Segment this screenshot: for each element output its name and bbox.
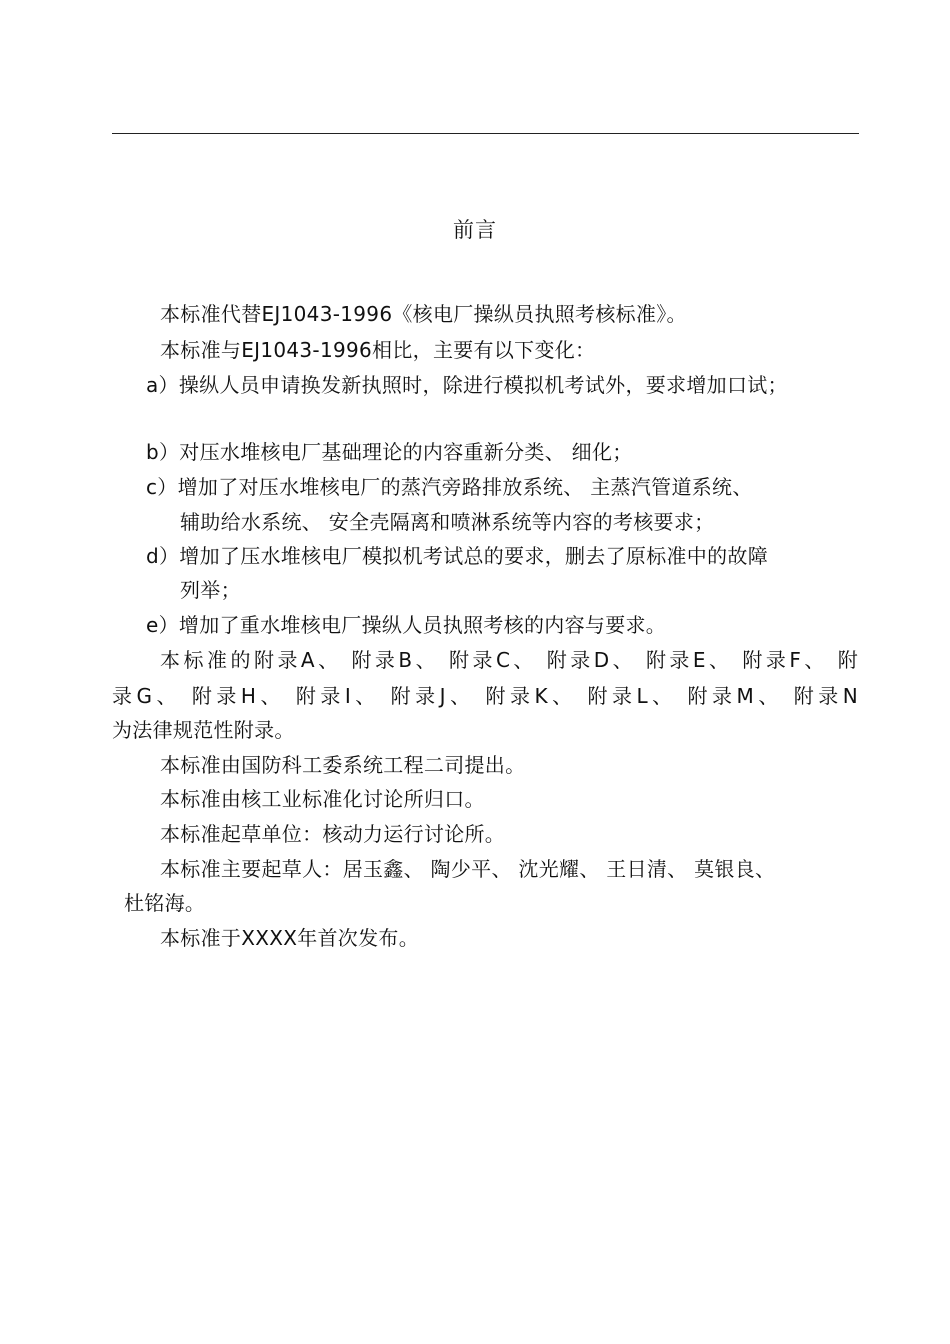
paragraph-line: 本标准由国防科工委系统工程二司提出。 xyxy=(160,753,526,777)
paragraph-line: 本标准起草单位：核动力运行讨论所。 xyxy=(160,822,506,846)
appendix-paragraph-line: 录G、 附录H、 附录I、 附录J、 附录K、 附录L、 附录M、 附录N xyxy=(112,684,858,708)
list-item-e: e）增加了重水堆核电厂操纵人员执照考核的内容与要求。 xyxy=(146,613,667,637)
appendix-paragraph-line: 本标准的附录A、 附录B、 附录C、 附录D、 附录E、 附录F、 附 xyxy=(160,648,858,672)
drafters-paragraph-line: 杜铭海。 xyxy=(124,891,206,915)
list-item-c: c）增加了对压水堆核电厂的蒸汽旁路排放系统、 主蒸汽管道系统、 xyxy=(146,475,753,499)
drafters-paragraph-line: 本标准主要起草人：居玉鑫、 陶少平、 沈光耀、 王日清、 莫银良、 xyxy=(160,857,776,881)
list-item-d: d）增加了压水堆核电厂模拟机考试总的要求，删去了原标准中的故障 xyxy=(146,544,768,568)
page-title: 前言 xyxy=(453,218,497,242)
appendix-paragraph-line: 为法律规范性附录。 xyxy=(112,718,295,742)
paragraph-line: 本标准与EJ1043-1996相比，主要有以下变化： xyxy=(160,338,596,362)
header-rule xyxy=(112,133,859,134)
list-item-a: a）操纵人员申请换发新执照时，除进行模拟机考试外，要求增加口试； xyxy=(146,373,788,397)
paragraph-line: 本标准代替EJ1043-1996《核电厂操纵员执照考核标准》。 xyxy=(160,302,687,326)
list-item-c-continued: 辅助给水系统、 安全壳隔离和喷淋系统等内容的考核要求； xyxy=(180,510,715,534)
paragraph-line: 本标准由核工业标准化讨论所归口。 xyxy=(160,787,485,811)
paragraph-line: 本标准于XXXX年首次发布。 xyxy=(160,926,420,950)
list-item-d-continued: 列举； xyxy=(180,578,241,602)
list-item-b: b）对压水堆核电厂基础理论的内容重新分类、 细化； xyxy=(146,440,633,464)
